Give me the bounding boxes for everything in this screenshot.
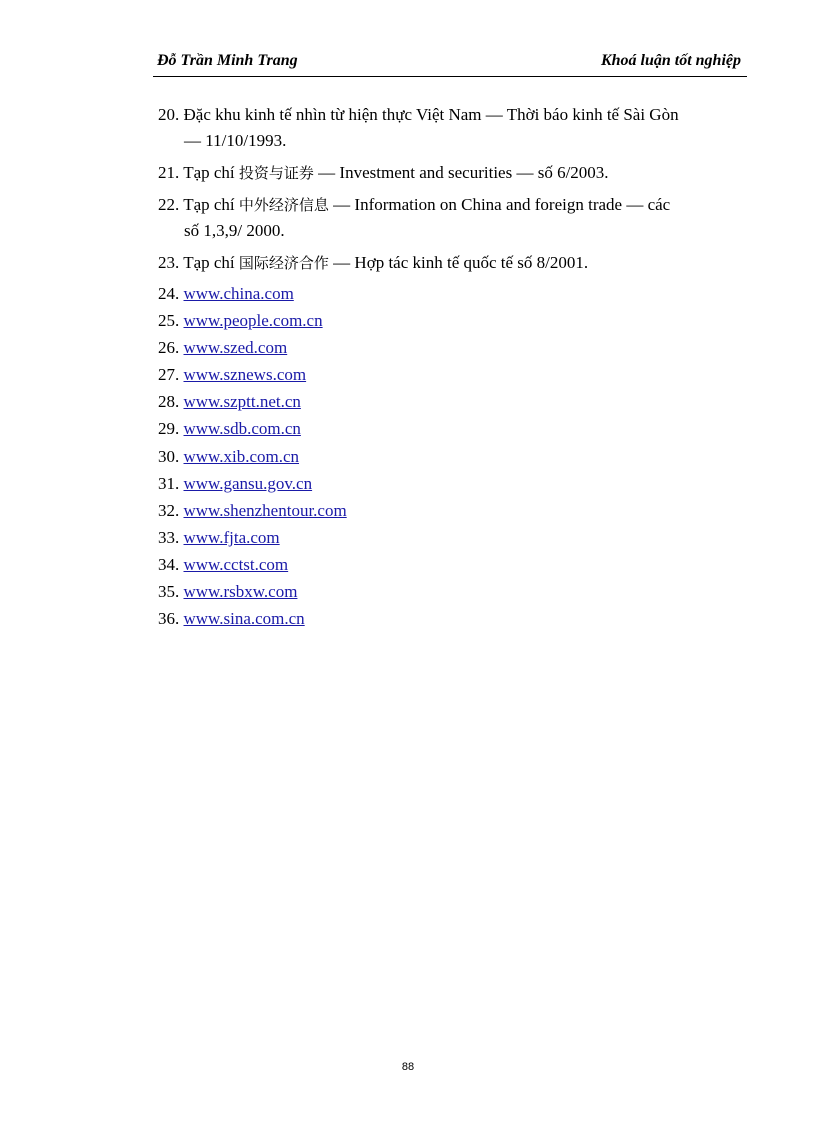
reference-text-continuation: số 1,3,9/ 2000. xyxy=(184,221,285,240)
reference-link-item xyxy=(158,578,744,605)
reference-number: 26. xyxy=(158,338,180,358)
reference-suffix: — Investment and securities — số 6/2003. xyxy=(318,163,609,182)
reference-link-item xyxy=(158,443,744,470)
reference-prefix: Tạp chí xyxy=(183,163,235,182)
reference-item xyxy=(158,250,744,280)
reference-link-item xyxy=(158,415,744,442)
reference-prefix: Tạp chí xyxy=(183,195,235,214)
reference-link[interactable]: www.fjta.com xyxy=(183,527,280,547)
reference-number: 33. xyxy=(158,527,180,547)
reference-number: 24. xyxy=(158,284,180,303)
header-author: Đỗ Trần Minh Trang xyxy=(157,52,298,69)
reference-link[interactable]: www.szptt.net.cn xyxy=(183,392,301,412)
reference-link[interactable]: www.sina.com.cn xyxy=(183,609,305,629)
reference-link[interactable]: www.rsbxw.com xyxy=(183,582,298,602)
reference-link[interactable]: www.gansu.gov.cn xyxy=(183,473,313,493)
reference-item xyxy=(158,160,744,192)
reference-number: 21. xyxy=(158,163,180,182)
reference-number: 22. xyxy=(158,195,180,214)
reference-link[interactable]: www.szed.com xyxy=(183,338,288,358)
reference-number: 23. xyxy=(158,253,180,272)
reference-text-continuation: — 11/10/1993. xyxy=(184,131,287,150)
reference-number: 36. xyxy=(158,609,180,629)
reference-text: Đặc khu kinh tế nhìn từ hiện thực Việt Nam — Thời báo kinh tế Sài Gòn xyxy=(183,105,679,124)
reference-link-item xyxy=(158,307,744,334)
reference-link-item xyxy=(158,361,744,388)
reference-item xyxy=(158,102,744,154)
page-header xyxy=(153,50,747,77)
reference-number: 20. xyxy=(158,105,180,124)
reference-number: 35. xyxy=(158,582,180,602)
reference-number: 34. xyxy=(158,554,180,574)
reference-link[interactable]: www.china.com xyxy=(183,284,294,303)
reference-number: 29. xyxy=(158,419,180,439)
reference-number: 30. xyxy=(158,446,180,466)
reference-link[interactable]: www.cctst.com xyxy=(183,554,289,574)
header-title: Khoá luận tốt nghiệp xyxy=(600,52,741,69)
reference-link-item xyxy=(158,470,744,497)
reference-number: 32. xyxy=(158,500,180,520)
reference-link-item xyxy=(158,388,744,415)
reference-link-item xyxy=(158,524,744,551)
reference-link[interactable]: www.xib.com.cn xyxy=(183,446,300,466)
reference-link-item xyxy=(158,551,744,578)
reference-cjk-title: 国际经济合作 xyxy=(238,254,329,272)
reference-cjk-title: 投资与证券 xyxy=(238,164,314,182)
page-number: 88 xyxy=(401,1061,415,1073)
reference-number: 28. xyxy=(158,392,180,412)
reference-item xyxy=(158,192,744,250)
reference-link[interactable]: www.shenzhentour.com xyxy=(183,500,347,520)
reference-number: 31. xyxy=(158,473,180,493)
reference-cjk-title: 中外经济信息 xyxy=(238,196,329,214)
reference-prefix: Tạp chí xyxy=(183,253,235,272)
reference-suffix: — Hợp tác kinh tế quốc tế số 8/2001. xyxy=(333,253,589,272)
reference-link[interactable]: www.people.com.cn xyxy=(183,311,323,331)
reference-suffix: — Information on China and foreign trade — các xyxy=(333,195,671,214)
reference-link[interactable]: www.sznews.com xyxy=(183,365,307,385)
reference-link-item xyxy=(158,280,744,307)
reference-list xyxy=(158,102,744,632)
reference-link[interactable]: www.sdb.com.cn xyxy=(183,419,301,439)
reference-link-item xyxy=(158,497,744,524)
reference-link-item xyxy=(158,605,744,632)
reference-number: 25. xyxy=(158,311,180,331)
reference-number: 27. xyxy=(158,365,180,385)
reference-link-item xyxy=(158,334,744,361)
